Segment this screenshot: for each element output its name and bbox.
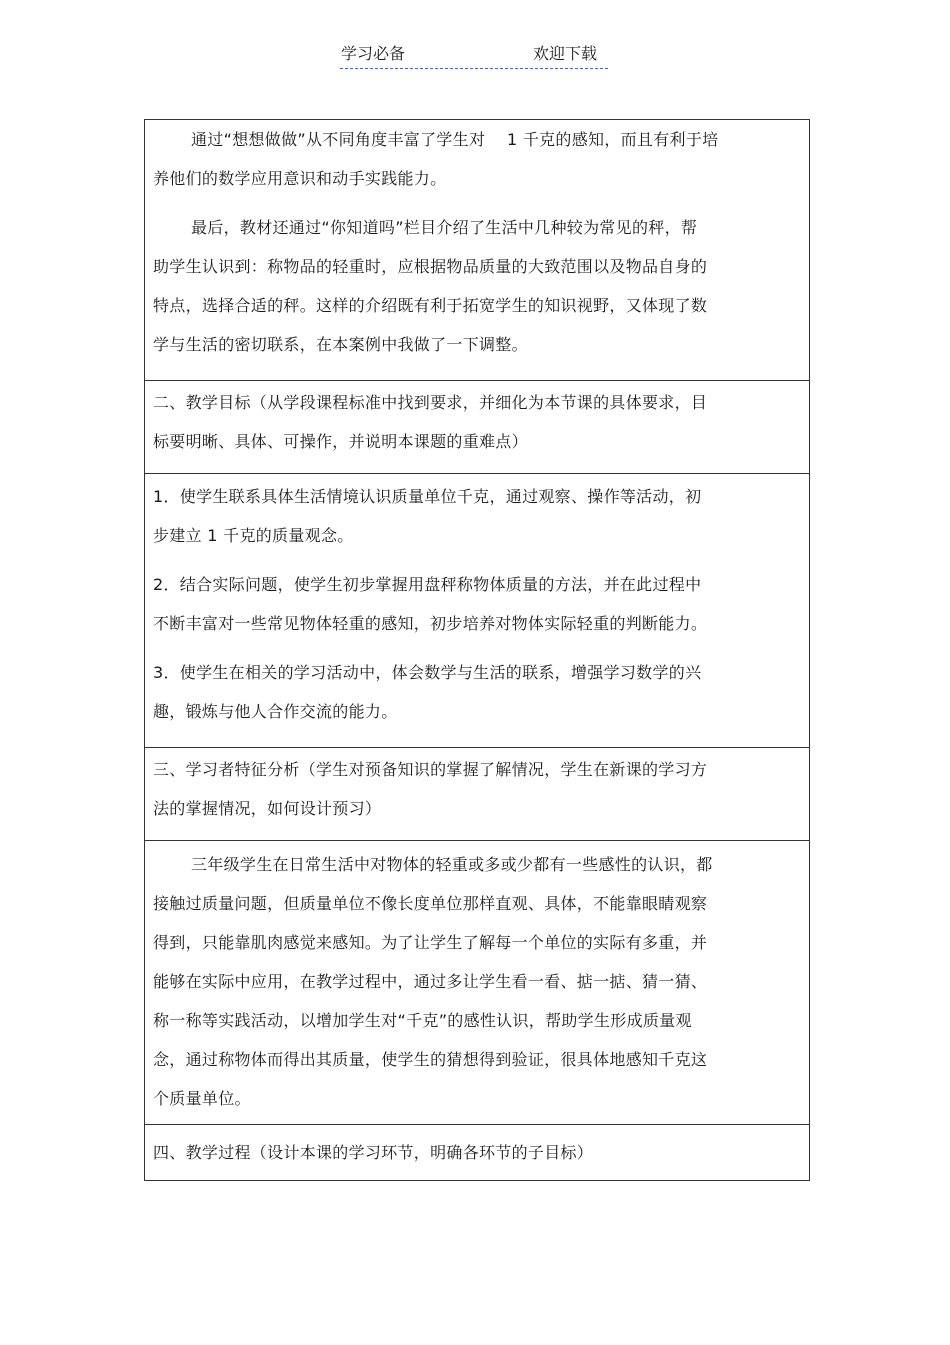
section-heading-line: 三、学习者特征分析（学生对预备知识的掌握了解情况，学生在新课的学习方 [153,760,708,779]
teaching-objectives-list-cell [145,474,809,748]
teaching-process-heading-cell [145,1125,809,1181]
paragraph-line: 三年级学生在日常生活中对物体的轻重或多或少都有一些感性的认识，都 [191,855,713,874]
paragraph-line: 助学生认识到：称物品的轻重时，应根据物品质量的大致范围以及物品自身的 [153,257,708,276]
header-left-text: 学习必备 [341,44,406,63]
paragraph-line: 念，通过称物体而得出其质量，使学生的猜想得到验证，很具体地感知千克这 [153,1050,708,1069]
lesson-plan-table [144,119,810,1181]
paragraph-line: 称一称等实践活动，以增加学生对“千克”的感性认识，帮助学生形成质量观 [153,1011,692,1030]
paragraph-line: 个质量单位。 [153,1089,251,1108]
objective-item-line: 2．结合实际问题，使学生初步掌握用盘秤称物体质量的方法，并在此过程中 [153,575,702,594]
paragraph-line: 能够在实际中应用，在教学过程中，通过多让学生看一看、掂一掂、猜一猜、 [153,972,708,991]
section-heading-line: 标要明晰、具体、可操作，并说明本课题的重难点） [153,432,528,451]
section-heading-line: 四、教学过程（设计本课的学习环节，明确各环节的子目标） [153,1143,594,1162]
paragraph-line: 接触过质量问题，但质量单位不像长度单位那样直观、具体，不能靠眼睛观察 [153,894,708,913]
objective-item-line: 1．使学生联系具体生活情境认识质量单位千克，通过观察、操作等活动，初 [153,487,702,506]
section-heading-line: 二、教学目标（从学段课程标准中找到要求，并细化为本节课的具体要求，目 [153,393,708,412]
header-right-text: 欢迎下载 [533,44,598,63]
objective-item-line: 不断丰富对一些常见物体轻重的感知，初步培养对物体实际轻重的判断能力。 [153,614,708,633]
paragraph-line: 得到，只能靠肌肉感觉来感知。为了让学生了解每一个单位的实际有多重，并 [153,933,708,952]
objective-item-line: 3．使学生在相关的学习活动中，体会数学与生活的联系，增强学习数学的兴 [153,663,702,682]
page-header [340,42,608,69]
paragraph-line: 通过“想想做做”从不同角度丰富了学生对 1 千克的感知，而且有利于培 [191,130,719,149]
objective-item-line: 趣，锻炼与他人合作交流的能力。 [153,702,398,721]
objective-item-line: 步建立 1 千克的质量观念。 [153,526,354,545]
learner-analysis-body-cell [145,841,809,1125]
paragraph-line: 养他们的数学应用意识和动手实践能力。 [153,169,447,188]
section-heading-line: 法的掌握情况，如何设计预习） [153,799,382,818]
teaching-objectives-heading-cell [145,381,809,474]
paragraph-line: 最后，教材还通过“你知道吗”栏目介绍了生活中几种较为常见的秤，帮 [191,218,698,237]
textbook-analysis-cell [145,120,809,381]
paragraph-line: 学与生活的密切联系，在本案例中我做了一下调整。 [153,335,528,354]
learner-analysis-heading-cell [145,748,809,841]
paragraph-line: 特点，选择合适的秤。这样的介绍既有利于拓宽学生的知识视野，又体现了数 [153,296,708,315]
